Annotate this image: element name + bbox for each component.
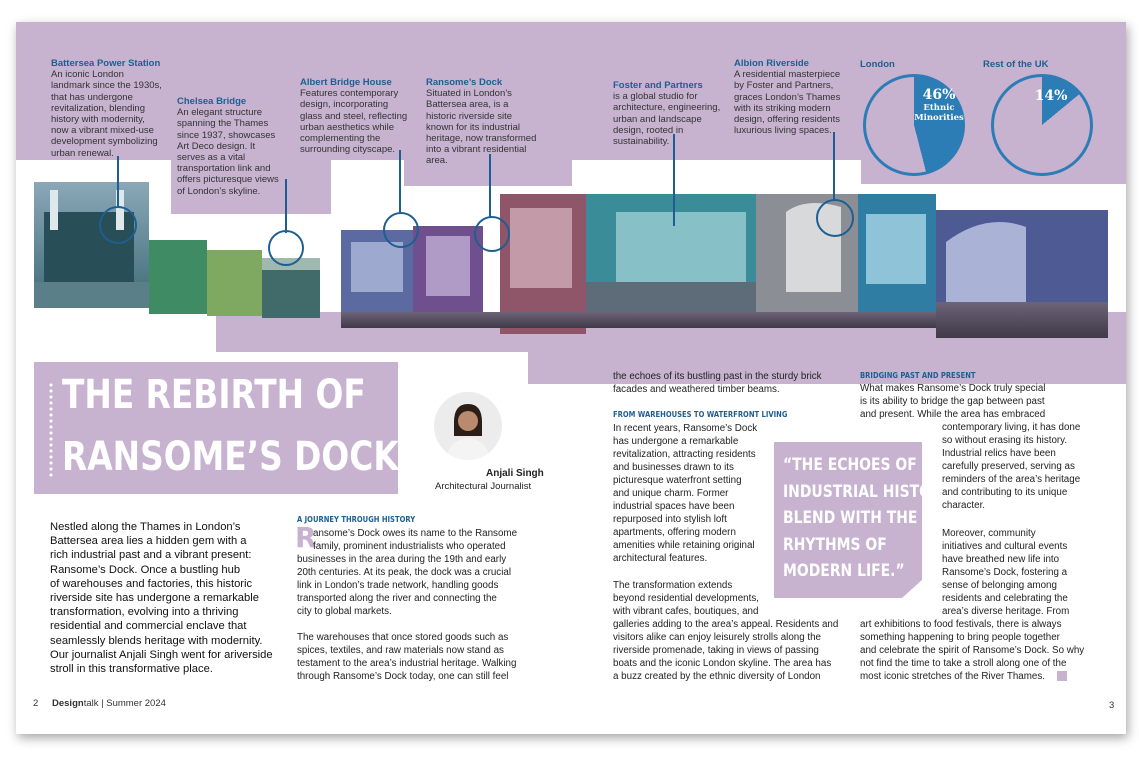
col2-heading: FROM WAREHOUSES TO WATERFRONT LIVING	[613, 410, 788, 419]
annotation-title: Foster and Partners	[613, 80, 703, 91]
author-avatar	[434, 392, 502, 460]
footer-brand: Designtalk | Summer 2024	[52, 698, 166, 709]
pie-value-uk: 14%	[1034, 88, 1068, 104]
col1-heading: A JOURNEY THROUGH HISTORY	[297, 515, 416, 524]
col3-para1: What makes Ransome’s Dock truly special is its ability to bridge the gap between past and present. While the area has embraced contemporary living, it has done so without erasing its history. Industrial relics have been carefully preserved, serving as reminders of the area’s heritage and contributing to its unique character.	[860, 383, 1081, 511]
albert-connector	[399, 150, 401, 214]
author-role: Architectural Journalist	[435, 481, 532, 492]
annotation-text: An iconic London landmark since the 1930s, that has undergone revitalization, blending history with modernity, now a vibrant mixed-use development symbolizing urban renewal.	[51, 69, 162, 159]
battersea-connector	[117, 156, 119, 208]
pie-label-uk: Rest of the UK	[983, 59, 1049, 70]
battersea-marker	[99, 206, 137, 244]
col2-para2: The transformation extends beyond residential developments, with vibrant cafes, boutiques, and galleries adding to the area’s appeal. Residents and visitors alike can enjoy leisurely strolls along the riverside promenade, taking in views of passing boats and the iconic London skyline. The area has a buzz created by the ethnic diversity of London	[613, 580, 839, 682]
end-mark	[1057, 671, 1067, 681]
annotation-albert	[300, 77, 410, 155]
chelsea-marker	[268, 230, 304, 266]
pie-label-london: London	[860, 59, 895, 70]
albert-marker	[383, 212, 419, 248]
albion-marker	[816, 199, 854, 237]
annotation-title: Battersea Power Station	[51, 58, 161, 69]
annotation-battersea	[51, 58, 163, 159]
annotation-text: A residential masterpiece by Foster and Partners, graces London’s Thames with its striking modern design, offering residents luxurious living spaces.	[734, 69, 841, 137]
dropcap: R	[295, 521, 317, 554]
pull-quote: “THE ECHOES OF INDUSTRIAL HISTORY BLEND WITH THE RHYTHMS OF MODERN LIFE.”	[783, 455, 952, 581]
col1-para2: The warehouses that once stored goods such as spices, textiles, and raw materials now stand as testament to the area’s industrial heritage. Walking through Ransome’s Dock today, one can still feel	[297, 632, 517, 682]
page-number-right: 3	[1109, 700, 1115, 711]
annotation-text: An elegant structure spanning the Thames since 1937, showcases Art Deco design. It serves as a vital transportation link and offers picturesque views of London’s skyline.	[177, 107, 279, 197]
annotation-chelsea	[177, 96, 285, 197]
page-title-line1: THE REBIRTH OF	[62, 372, 366, 418]
magazine-spread	[16, 22, 1126, 734]
col3-heading: BRIDGING PAST AND PRESENT	[860, 371, 976, 380]
annotation-text: Features contemporary design, incorporating glass and steel, reflecting urban aesthetics while complementing the surrounding cityscape.	[300, 88, 408, 156]
title-dots	[49, 382, 53, 477]
author-name: Anjali Singh	[486, 468, 544, 479]
annotation-foster	[613, 80, 725, 147]
chelsea-connector	[285, 179, 287, 233]
thames-photo-strip	[16, 172, 1126, 342]
col1-para1: ansome’s Dock owes its name to the Ransome family, prominent industrialists who operated businesses in the area during the 19th and early 20th centuries. At its peak, the dock was a crucial link in London’s trade network, handling goods transported along the river and connecting the city to global markets.	[297, 528, 518, 617]
annotation-text: is a global studio for architecture, engineering, urban and landscape design, rooted in sustainability.	[613, 91, 721, 148]
intro-text: Nestled along the Thames in London’s Battersea area lies a hidden gem with a rich industrial past and a vibrant present: Ransome’s Dock. Once a bustling hub of warehouses and factories, this historic riverside site has undergone a remarkable transformation, evolving into a thriving residential and commercial enclave that seamlessly blends heritage with modernity. Our journalist Anjali Singh went for ariverside stroll in this transformative place.	[50, 521, 273, 676]
page-number-left: 2	[33, 698, 39, 709]
annotation-title: Albert Bridge House	[300, 77, 392, 88]
pie-value-london: 46% Ethnic Minorities	[914, 87, 964, 123]
col3-para2: Moreover, community initiatives and cultural events have breathed new life into Ransome’s Dock, fostering a sense of belonging among residents and celebrating the area’s diverse heritage. From art exhibitions to food festivals, there is always something happening to bring people together and celebrate the spirit of Ransome’s Dock. So why not find the time to take a stroll along one of the most iconic stretches of the River Thames.	[860, 528, 1085, 682]
ransome-marker	[474, 216, 510, 252]
annotation-albion	[734, 58, 846, 136]
albion-connector	[833, 132, 835, 200]
page-title-line2: RANSOME’S DOCK	[62, 434, 399, 480]
annotation-title: Albion Riverside	[734, 58, 809, 69]
annotation-title: Ransome’s Dock	[426, 77, 503, 88]
foster-connector	[673, 134, 675, 226]
col2-top: the echoes of its bustling past in the sturdy brick facades and weathered timber beams.	[613, 371, 822, 395]
col2-para1: In recent years, Ransome’s Dock has undergone a remarkable revitalization, attracting residents and businesses drawn to its picturesque waterfront setting and unique charm. Former industrial spaces have been repurposed into stylish loft apartments, offering modern amenities while retaining original architectural features.	[613, 423, 758, 564]
annotation-text: Situated in London’s Battersea area, is a historic riverside site known for its industrial heritage, now transformed into a vibrant residential area.	[426, 88, 537, 167]
annotation-title: Chelsea Bridge	[177, 96, 247, 107]
annotation-ransome	[426, 77, 538, 167]
